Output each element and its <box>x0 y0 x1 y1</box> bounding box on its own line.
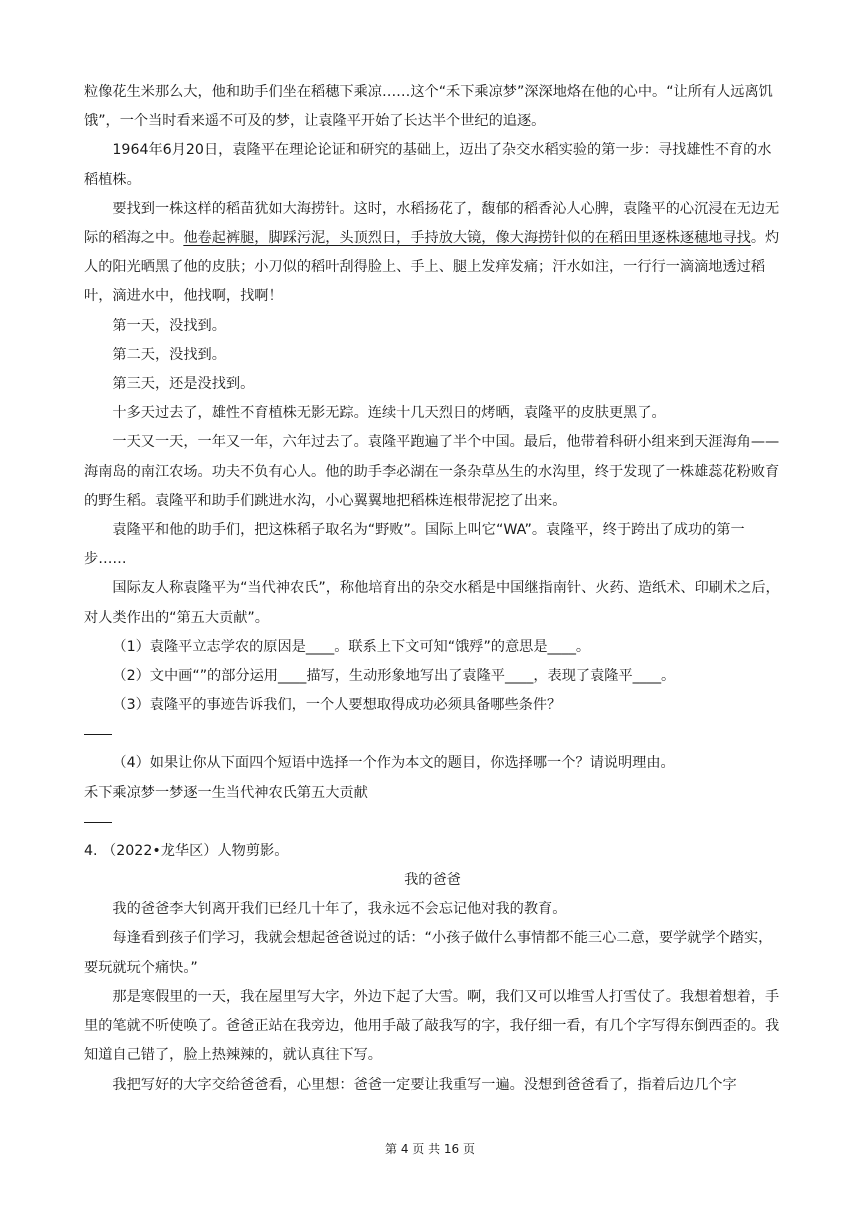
paragraph <box>84 195 781 312</box>
paragraph: 我的爸爸李大钊离开我们已经几十年了，我永远不会忘记他对我的教育。 <box>112 901 567 918</box>
article-title: 我的爸爸 <box>404 872 461 889</box>
underlined-passage: 他卷起裤腿，脚踩污泥，头顶烈日，手持放大镜，像大海捞针似的在稻田里逐株逐穗地寻找 <box>183 230 751 247</box>
question-3: （3）袁隆平的事迹告诉我们，一个人要想取得成功必须具备哪些条件？ <box>112 697 562 714</box>
paragraph: 第三天，还是没找到。 <box>112 376 255 393</box>
document-body <box>84 78 781 1100</box>
paragraph-text: 要找到一株这样的稻苗犹如大海捞针。这时，水稻扬花了，馥郁的稻香沁人心脾，袁隆平的心沉浸在无边无际的稻海之中。 <box>84 200 780 247</box>
question-2: （2）文中画“”的部分运用____描写，生动形象地写出了袁隆平____，表现了袁隆平____。 <box>112 668 676 685</box>
paragraph-text: 。灼人的阳光晒黑了他的皮肤；小刀似的稻叶刮得脸上、手上、腿上发痒发痛；汗水如注，一行行一滴滴地透过稻叶，滴进水中，他找啊，找啊！ <box>84 230 780 305</box>
paragraph: 那是寒假里的一天，我在屋里写大字，外边下起了大雪。啊，我们又可以堆雪人打雪仗了。我想着想着，手里的笔就不听使唤了。爸爸正站在我旁边，他用手敲了敲我写的字，我仔细一看，有几个字写得东倒西歪的。我知道自己错了，脸上热辣辣的，就认真往下写。 <box>84 988 780 1064</box>
question-1: （1）袁隆平立志学农的原因是____。联系上下文可知“饿殍”的意思是____。 <box>112 638 591 655</box>
page-footer: 第 4 页 共 16 页 <box>385 1142 475 1156</box>
paragraph: 1964年6月20日，袁隆平在理论论证和研究的基础上，迈出了杂交水稻实验的第一步：寻找雄性不育的水稻植株。 <box>84 142 772 188</box>
paragraph: 国际友人称袁隆平为“当代神农氏”，称他培育出的杂交水稻是中国继指南针、火药、造纸术、印刷术之后，对人类作出的“第五大贡献”。 <box>84 580 780 626</box>
answer-blank <box>84 822 112 823</box>
section-heading: 4. （2022•龙华区）人物剪影。 <box>84 842 289 859</box>
paragraph: 第二天，没找到。 <box>112 346 226 363</box>
answer-blank <box>84 734 112 735</box>
paragraph: 一天又一天，一年又一年，六年过去了。袁隆平跑遍了半个中国。最后，他带着科研小组来到天涯海角——海南岛的南江农场。功夫不负有心人。他的助手李必湖在一条杂草丛生的水沟里，终于发现了一株雄蕊花粉败育的野生稻。袁隆平和助手们跳进水沟，小心翼翼地把稻株连根带泥挖了出来。 <box>84 434 780 509</box>
paragraph: 十多天过去了，雄性不育植株无影无踪。连续十几天烈日的烤晒，袁隆平的皮肤更黑了。 <box>112 405 666 422</box>
title-options: 禾下乘凉梦一梦逐一生当代神农氏第五大贡献 <box>84 784 368 801</box>
paragraph: 第一天，没找到。 <box>112 317 226 334</box>
paragraph: 袁隆平和他的助手们，把这株稻子取名为“野败”。国际上叫它“WA”。袁隆平，终于跨出了成功的第一步…… <box>84 522 745 568</box>
paragraph: 我把写好的大字交给爸爸看，心里想：爸爸一定要让我重写一遍。没想到爸爸看了，指着后边几个字 <box>112 1076 737 1093</box>
question-4: （4）如果让你从下面四个短语中选择一个作为本文的题目，你选择哪一个？请说明理由。 <box>112 755 675 772</box>
paragraph: 粒像花生米那么大，他和助手们坐在稻穗下乘凉……这个“禾下乘凉梦”深深地烙在他的心中。“让所有人远离饥饿”，一个当时看来遥不可及的梦，让袁隆平开始了长达半个世纪的追逐。 <box>84 84 773 130</box>
paragraph: 每逢看到孩子们学习，我就会想起爸爸说过的话：“小孩子做什么事情都不能三心二意，要学就学个踏实，要玩就玩个痛快。” <box>84 930 773 976</box>
